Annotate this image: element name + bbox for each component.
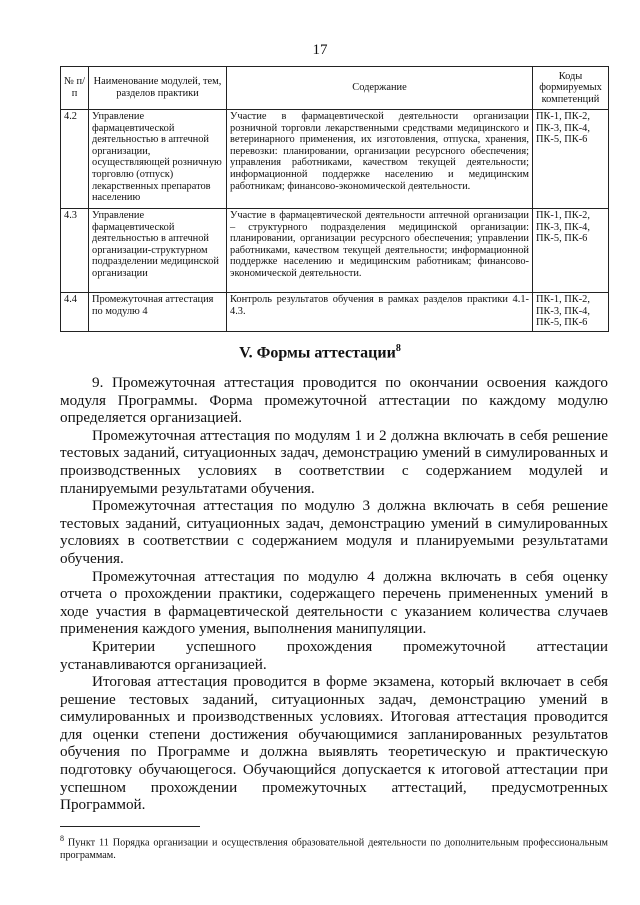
footnote <box>60 832 608 862</box>
row-num: 4.4 <box>61 293 89 332</box>
paragraph: Промежуточная аттестация по модулю 4 должна включать в себя оценку отчета о прохождении практики, содержащего перечень примененных умений в ходе участия в фармацевтической деятельности с указанием количества случаев применения каждого умения, выполнения манипуляции. <box>60 567 608 638</box>
header-content: Содержание <box>227 67 533 110</box>
footnote-text: Пункт 11 Порядка организации и осуществления образовательной деятельности по дополнительным профессиональным программам. <box>60 837 608 862</box>
row-name: Управление фармацевтической деятельностью в аптечной организации-структурном подразделении медицинской организации <box>89 209 227 293</box>
paragraph: Промежуточная аттестация по модулям 1 и 2 должна включать в себя решение тестовых заданий, ситуационных задач, демонстрацию умений в симулированных и производственных условиях в соответствии с содержанием модулей и планируемыми результатами обучения. <box>60 426 608 497</box>
footnote-divider <box>60 826 200 827</box>
row-codes: ПК-1, ПК-2, ПК-3, ПК-4, ПК-5, ПК-6 <box>533 293 609 332</box>
footnote-ref[interactable]: 8 <box>395 343 401 354</box>
row-codes: ПК-1, ПК-2, ПК-3, ПК-4, ПК-5, ПК-6 <box>533 209 609 293</box>
paragraph: Критерии успешного прохождения промежуточной аттестации устанавливаются организацией. <box>60 637 608 673</box>
section-title: V. Формы аттестации <box>239 344 396 362</box>
practice-table <box>60 66 609 332</box>
paragraph: Итоговая аттестация проводится в форме экзамена, который включает в себя решение тестовых заданий, ситуационных задач, демонстрацию умений в симулированных и производственных условиях. Итоговая аттестация проводится для оценки степени достижения обучающимися запланированных результатов обучения по Программе и должна выявлять теоретическую и практическую подготовку обучающегося. Обучающийся допускается к итоговой аттестации при успешном прохождении промежуточных аттестаций, предусмотренных Программой. <box>60 673 608 814</box>
table-header-row <box>61 67 609 110</box>
header-name: Наименование модулей, тем, разделов практики <box>89 67 227 110</box>
footnote-marker: 8 <box>60 834 64 843</box>
page-number: 17 <box>312 42 328 58</box>
row-name: Управление фармацевтической деятельностью в аптечной организации, осуществляющей розничную торговлю (отпуск) лекарственных препаратов населению <box>89 110 227 209</box>
header-num: № п/п <box>61 67 89 110</box>
row-content: Участие в фармацевтической деятельности организации розничной торговли лекарственными средствами медицинского и ветеринарного применения, их изготовления, отпуска, хранения, перевозки: планировании, организации ресурсного обеспечения; управления работниками, качеством текущей деятельности; информационной поддержке населению и медицинским работникам; финансово-экономической деятельности. <box>227 110 533 209</box>
section-heading <box>0 343 640 362</box>
row-codes: ПК-1, ПК-2, ПК-3, ПК-4, ПК-5, ПК-6 <box>533 110 609 209</box>
row-name: Промежуточная аттестация по модулю 4 <box>89 293 227 332</box>
header-codes: Коды формируемых компетенций <box>533 67 609 110</box>
row-num: 4.3 <box>61 209 89 293</box>
paragraph: 9. Промежуточная аттестация проводится по окончании освоения каждого модуля Программы. Форма промежуточной аттестации по каждому модулю определяется организацией. <box>60 374 608 427</box>
row-num: 4.2 <box>61 110 89 209</box>
row-content: Контроль результатов обучения в рамках разделов практики 4.1-4.3. <box>227 293 533 332</box>
table-row <box>61 110 609 209</box>
table-row <box>61 293 609 332</box>
table-row <box>61 209 609 293</box>
body-text <box>60 374 608 814</box>
paragraph: Промежуточная аттестация по модулю 3 должна включать в себя решение тестовых заданий, ситуационных задач, демонстрацию умений в симулированных условиях в соответствии с содержанием модуля и планируемыми результатами обучения. <box>60 497 608 567</box>
row-content: Участие в фармацевтической деятельности аптечной организации – структурного подразделения медицинской организации: планировании, организации ресурсного обеспечения; управлении работниками, качеством текущей деятельности; информационной поддержке населению и медицинским работникам; финансово-экономической деятельности. <box>227 209 533 293</box>
